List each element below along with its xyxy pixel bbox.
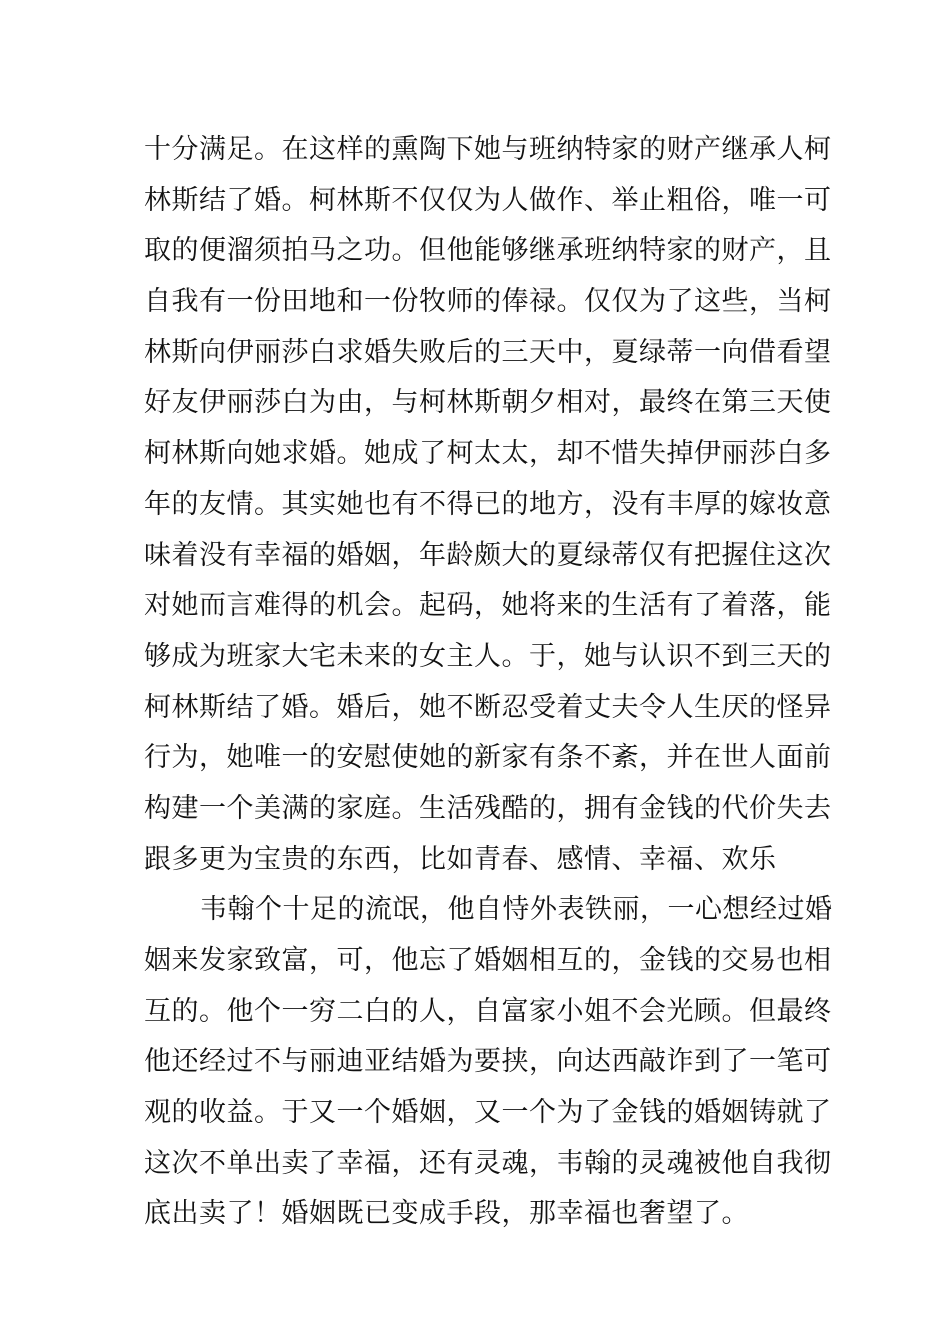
paragraph-line: 林斯结了婚。柯林斯不仅仅为人做作、举止粗俗，唯一可 [144,184,832,216]
paragraph-line: 柯林斯结了婚。婚后，她不断忍受着丈夫令人生厌的怪异 [144,691,832,723]
paragraph-line: 姻来发家致富，可，他忘了婚姻相互的，金钱的交易也相 [144,945,832,976]
paragraph-line: 观的收益。于又一个婚姻，又一个为了金钱的婚姻铸就了 [144,1097,832,1129]
paragraph-line: 互的。他个一穷二白的人，自富家小姐不会光顾。但最终 [144,995,832,1027]
paragraph-line: 好友伊丽莎白为由，与柯林斯朝夕相对，最终在第三天使 [144,387,832,419]
paragraph-line: 林斯向伊丽莎白求婚失败后的三天中，夏绿蒂一向借看望 [144,336,832,368]
paragraph-line: 自我有一份田地和一份牧师的俸禄。仅仅为了这些，当柯 [144,286,832,318]
paragraph-line: 跟多更为宝贵的东西，比如青春、感情、幸福、欢乐 [144,843,777,875]
paragraph-1 [144,125,832,885]
paragraph-line: 这次不单出卖了幸福，还有灵魂，韦翰的灵魂被他自我彻 [144,1147,832,1179]
paragraph-line: 年的友情。其实她也有不得已的地方，没有丰厚的嫁妆意 [144,488,832,520]
paragraph-line: 够成为班家大宅未来的女主人。于，她与认识不到三天的 [144,640,832,672]
paragraph-line: 构建一个美满的家庭。生活残酷的，拥有金钱的代价失去 [144,792,832,824]
paragraph-line: 十分满足。在这样的熏陶下她与班纳特家的财产继承人柯 [144,134,832,165]
paragraph-line: 取的便溜须拍马之功。但他能够继承班纳特家的财产，且 [144,235,832,267]
paragraph-line: 柯林斯向她求婚。她成了柯太太，却不惜失掉伊丽莎白多 [144,438,832,470]
paragraph-line: 韦翰个十足的流氓，他自恃外表铁丽，一心想经过婚 [200,894,833,926]
paragraph-line: 行为，她唯一的安慰使她的新家有条不紊，并在世人面前 [144,742,832,774]
paragraph-2 [144,885,833,1240]
paragraph-line: 对她而言难得的机会。起码，她将来的生活有了着落，能 [144,590,832,622]
document-body [144,125,833,1240]
paragraph-line: 底出卖了！婚姻既已变成手段，那幸福也奢望了。 [144,1198,749,1230]
paragraph-line: 味着没有幸福的婚姻，年龄颇大的夏绿蒂仅有把握住这次 [144,539,832,571]
paragraph-line: 他还经过不与丽迪亚结婚为要挟，向达西敲诈到了一笔可 [144,1046,832,1078]
